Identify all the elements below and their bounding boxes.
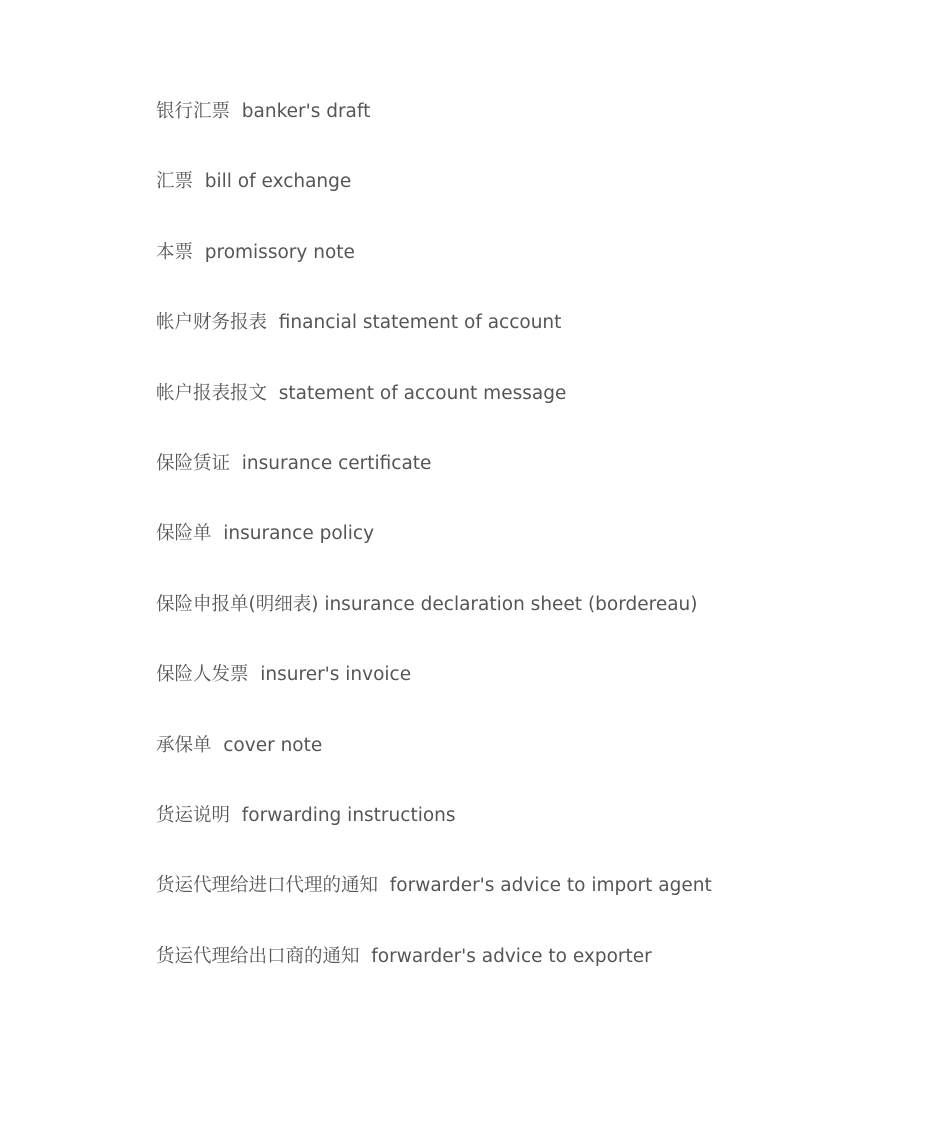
glossary-entry-insurance-policy: 保险单 insurance policy bbox=[156, 523, 375, 545]
glossary-entry-insurance-certificate: 保险赁证 insurance certificate bbox=[156, 452, 432, 474]
glossary-entry-statement-message: 帐户报表报文 statement of account message bbox=[156, 382, 567, 404]
glossary-entry-forwarding-instructions: 货运说明 forwarding instructions bbox=[156, 804, 456, 826]
glossary-entry-promissory-note: 本票 promissory note bbox=[156, 241, 355, 263]
glossary-entry-financial-statement: 帐户财务报表 financial statement of account bbox=[156, 312, 562, 334]
glossary-list bbox=[156, 100, 712, 1015]
glossary-entry-insurers-invoice: 保险人发票 insurer's invoice bbox=[156, 664, 412, 686]
glossary-entry-bankers-draft: 银行汇票 banker's draft bbox=[156, 101, 371, 122]
glossary-entry-bill-of-exchange: 汇票 bill of exchange bbox=[156, 171, 352, 193]
glossary-entry-advice-import-agent: 货运代理给进口代理的通知 forwarder's advice to import agent bbox=[156, 875, 712, 897]
glossary-entry-insurance-declaration: 保险申报单(明细表) insurance declaration sheet (bordereau) bbox=[156, 593, 698, 615]
glossary-entry-advice-exporter: 货运代理给出口商的通知 forwarder's advice to exporter bbox=[156, 945, 652, 967]
glossary-entry-cover-note: 承保单 cover note bbox=[156, 734, 323, 756]
